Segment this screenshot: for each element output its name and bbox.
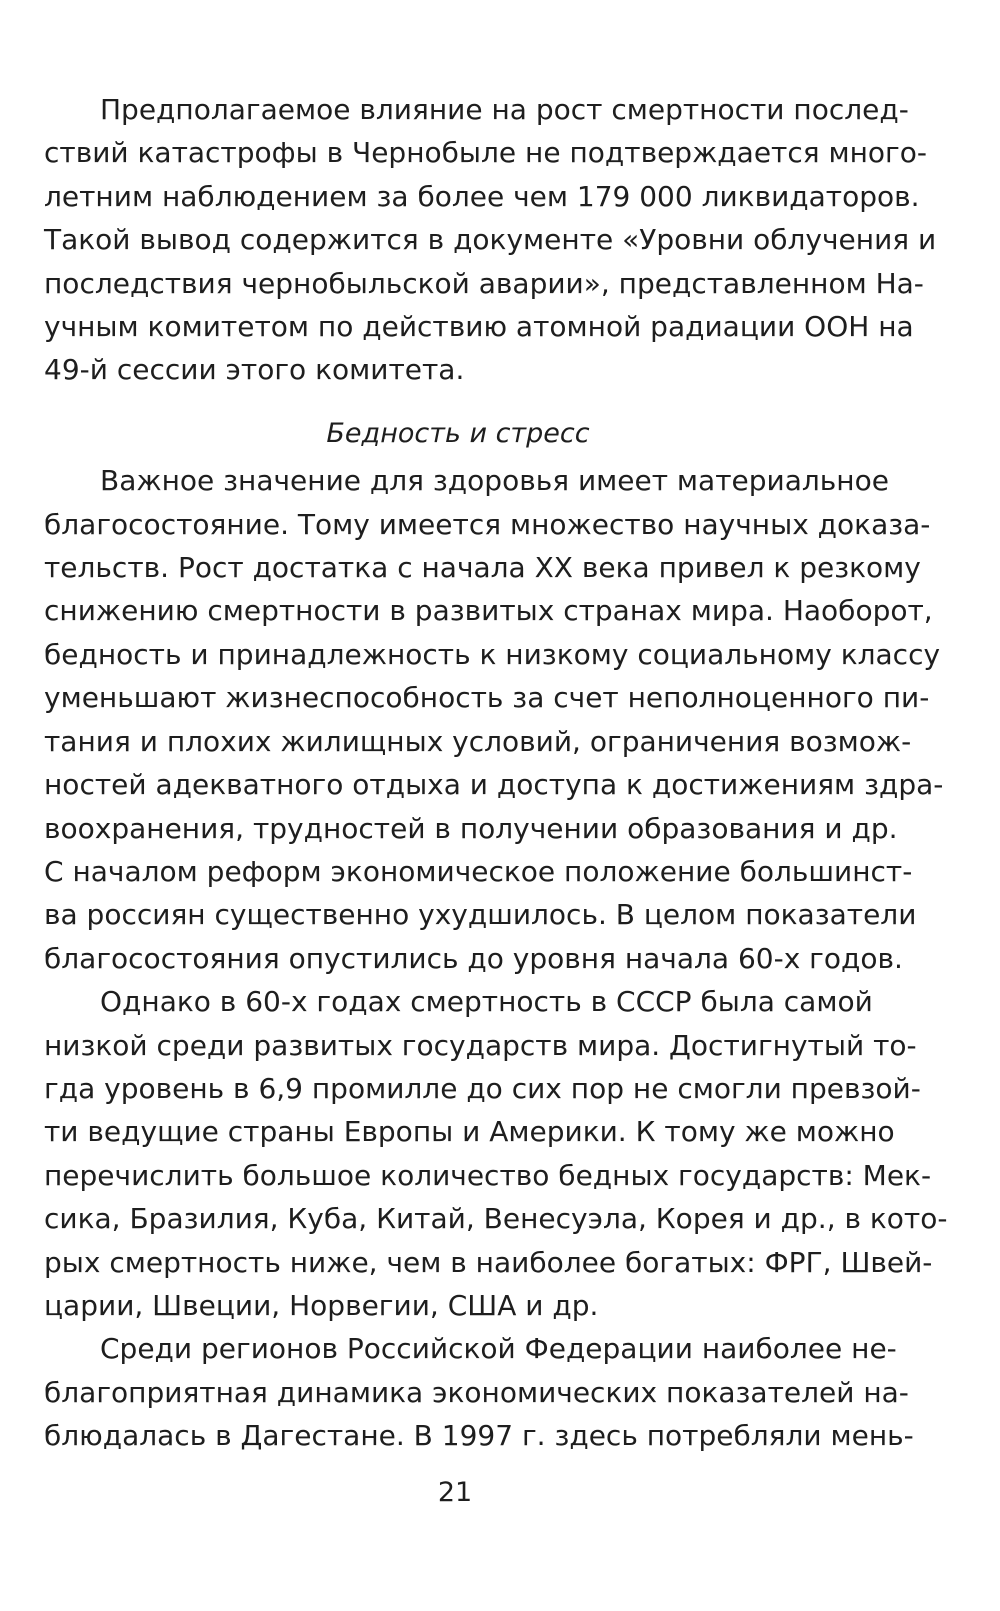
- text-line: снижению смертности в развитых странах мира. Наоборот,: [44, 594, 933, 628]
- text-line: воохранения, трудностей в получении образования и др.: [44, 811, 898, 845]
- text-line: блюдалась в Дагестане. В 1997 г. здесь потребляли мень-: [44, 1419, 914, 1453]
- text-line: Однако в 60-х годах смертность в СССР была самой: [100, 985, 873, 1019]
- paragraph-chernobyl: [44, 88, 937, 392]
- text-line: перечислить большое количество бедных государств: Мек-: [44, 1158, 932, 1192]
- paragraph-wealth: [44, 459, 944, 980]
- text-line: ствий катастрофы в Чернобыле не подтверждается много-: [44, 136, 927, 170]
- text-line: Предполагаемое влияние на рост смертности послед-: [100, 93, 909, 126]
- text-line: учным комитетом по действию атомной радиации ООН на: [44, 310, 914, 344]
- text-line: бедность и принадлежность к низкому социальному классу: [44, 637, 941, 671]
- text-line: благосостояния опустились до уровня начала 60-х годов.: [44, 941, 903, 975]
- text-line: рых смертность ниже, чем в наиболее богатых: ФРГ, Швей-: [44, 1245, 933, 1279]
- text-line: Среди регионов Российской Федерации наиболее не-: [100, 1332, 897, 1366]
- text-line: ностей адекватного отдыха и доступа к достижениям здра-: [44, 768, 944, 802]
- page-number: 21: [437, 1477, 473, 1508]
- text-line: Такой вывод содержится в документе «Уровни облучения и: [44, 223, 937, 257]
- text-line: ти ведущие страны Европы и Америки. К тому же можно: [44, 1115, 895, 1149]
- text-line: тания и плохих жилищных условий, ограничения возмож-: [44, 724, 912, 758]
- text-line: уменьшают жизнеспособность за счет неполноценного пи-: [44, 681, 930, 715]
- section-heading: Бедность и стресс: [326, 417, 590, 449]
- text-line: низкой среди развитых государств мира. Достигнутый то-: [44, 1028, 917, 1062]
- text-line: летним наблюдением за более чем 179 000 ликвидаторов.: [44, 179, 920, 213]
- text-line: гда уровень в 6,9 промилле до сих пор не смогли превзой-: [44, 1071, 921, 1105]
- text-line: Важное значение для здоровья имеет материальное: [100, 464, 889, 498]
- text-line: сика, Бразилия, Куба, Китай, Венесуэла, Корея и др., в кото-: [44, 1202, 948, 1236]
- paragraph-regions: [44, 1327, 914, 1457]
- paragraph-ussr: [44, 980, 948, 1327]
- text-line: 49-й сессии этого комитета.: [44, 353, 465, 387]
- text-line: благоприятная динамика экономических показателей на-: [44, 1375, 909, 1409]
- page-body: [44, 88, 948, 1458]
- text-line: благосостояние. Тому имеется множество научных доказа-: [44, 507, 931, 541]
- text-line: царии, Швеции, Норвегии, США и др.: [44, 1288, 599, 1322]
- text-line: С началом реформ экономическое положение большинст-: [44, 854, 913, 888]
- text-line: тельств. Рост достатка с начала XX века привел к резкому: [44, 551, 921, 585]
- text-line: последствия чернобыльской аварии», представленном На-: [44, 266, 924, 300]
- text-line: ва россиян существенно ухудшилось. В целом показатели: [44, 898, 917, 932]
